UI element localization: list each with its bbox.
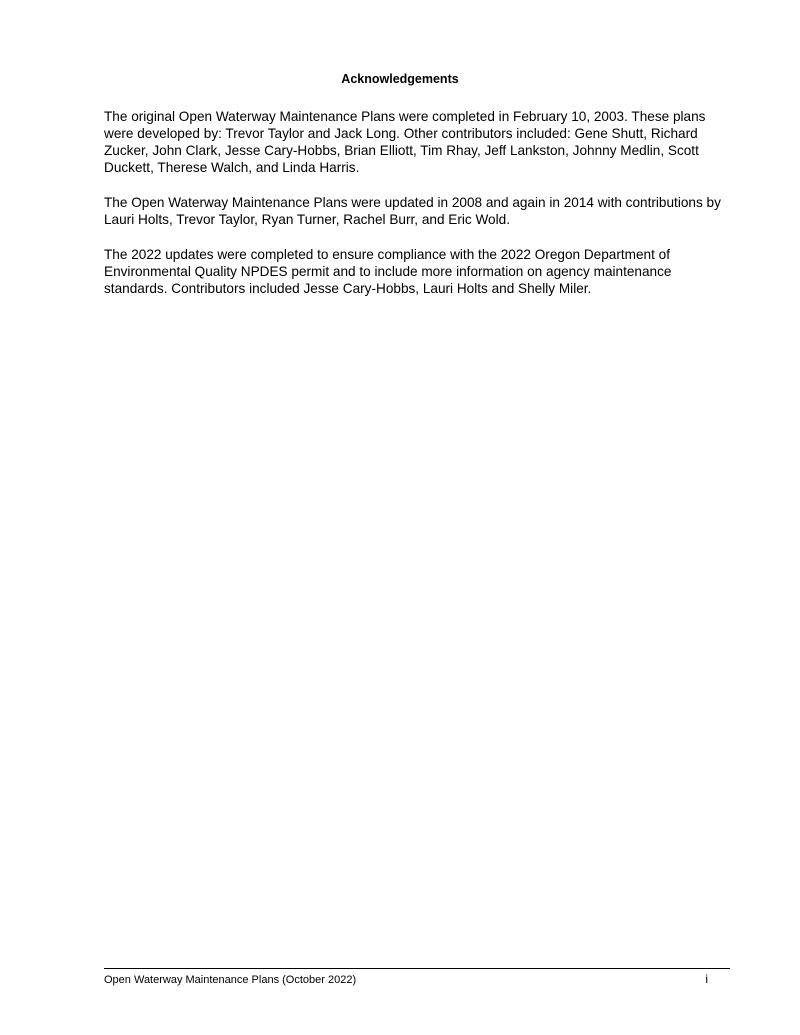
footer-title: Open Waterway Maintenance Plans (October 2022): [104, 974, 357, 986]
footer-divider: [104, 968, 730, 969]
page-number: i: [705, 972, 708, 986]
body-text: [104, 108, 730, 315]
paragraph-original-plans: The original Open Waterway Maintenance Plans were completed in February 10, 2003. These plans were developed by: Trevor Taylor and Jack Long. Other contributors included: Gene Shutt, Richard Zucker, John Clark, Jesse Cary-Hobbs, Brian Elliott, Tim Rhay, Jeff Lankston, Johnny Medlin, Scott Duckett, Therese Walch, and Linda Harris.: [104, 109, 706, 175]
paragraph-updates-2022: The 2022 updates were completed to ensure compliance with the 2022 Oregon Department of Environmental Quality NPDES permit and to include more information on agency maintenance standards. Contributors included Jesse Cary-Hobbs, Lauri Holts and Shelly Miler.: [104, 247, 672, 296]
page-heading: Acknowledgements: [341, 72, 459, 86]
paragraph-updates-2008-2014: The Open Waterway Maintenance Plans were updated in 2008 and again in 2014 with contributions by Lauri Holts, Trevor Taylor, Ryan Turner, Rachel Burr, and Eric Wold.: [104, 195, 721, 227]
